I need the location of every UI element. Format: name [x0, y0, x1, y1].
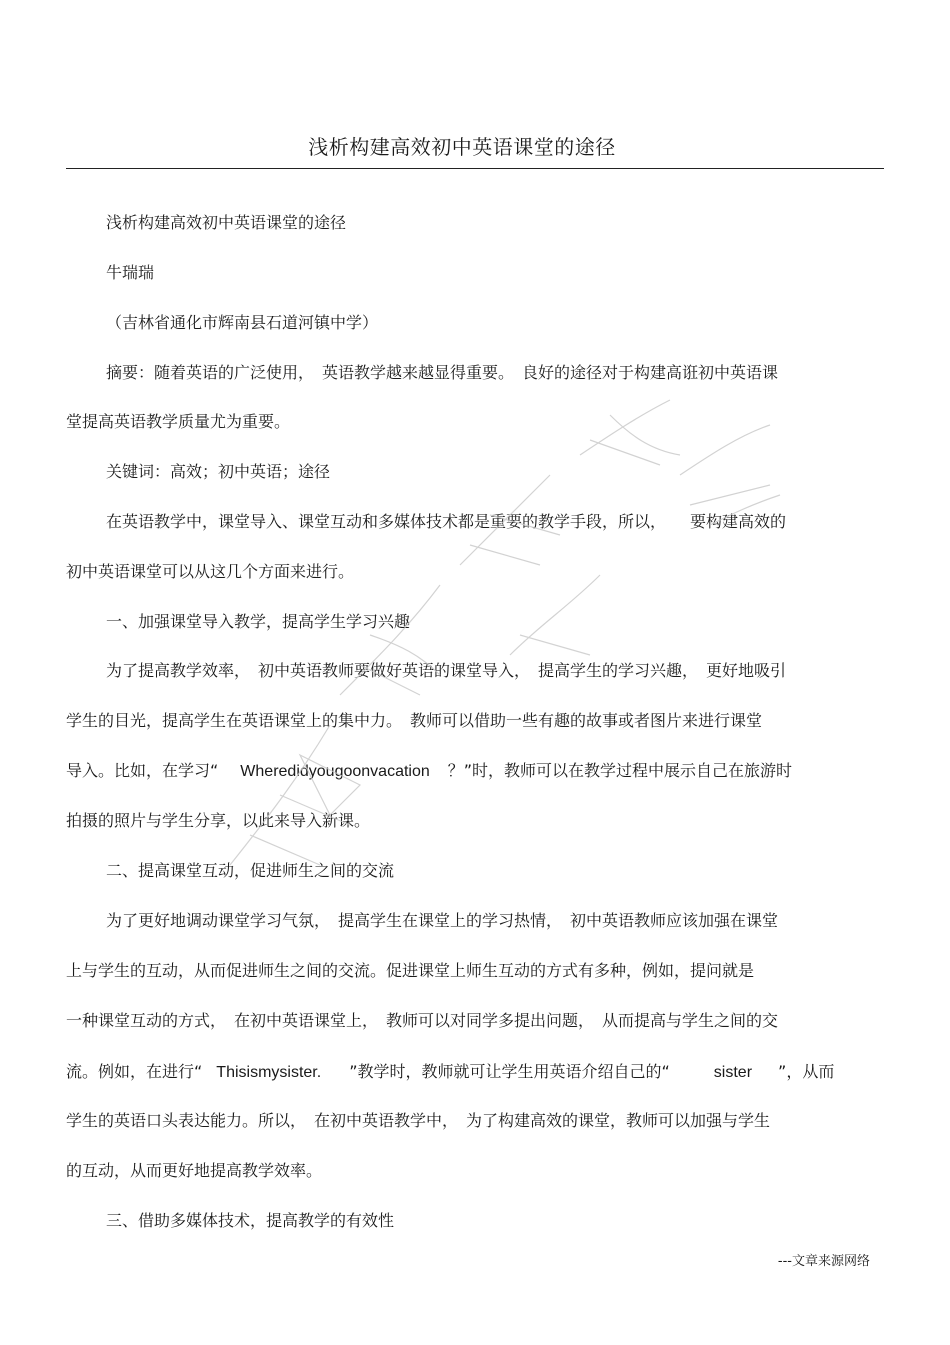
- section-2-line-4-start: 流。例如，在进行“: [66, 1062, 203, 1081]
- section-1-line-2: 学生的目光，提高学生在英语课堂上的集中力。 教师可以借助一些有趣的故事或者图片来进行课堂: [66, 711, 763, 730]
- english-phrase-vacation: Wheredidyougoonvacation: [240, 763, 430, 780]
- abstract-line-1: 摘要：随着英语的广泛使用， 英语教学越来越显得重要。 良好的途径对于构建高诳初中英语课: [106, 363, 779, 382]
- section-3-heading: 三、借助多媒体技术，提高教学的有效性: [106, 1211, 395, 1230]
- english-word-sister: sister: [713, 1064, 753, 1081]
- author-name: 牛瑞瑞: [106, 263, 155, 282]
- section-1-line-4: 拍摄的照片与学生分享，以此来导入新课。: [66, 811, 371, 830]
- section-2-line-3: 一种课堂互动的方式， 在初中英语课堂上， 教师可以对同学多提出问题， 从而提高与学生之间的交: [66, 1011, 779, 1030]
- article-heading: 浅析构建高效初中英语课堂的途径: [106, 213, 347, 232]
- title-divider: [66, 168, 884, 169]
- section-2-line-4-middle: ”教学时，教师就可让学生用英语介绍自己的“: [349, 1062, 670, 1081]
- english-phrase-sister-sentence: Thisismysister.: [216, 1064, 322, 1081]
- section-1-line-3-end: ？”时，教师可以在教学过程中展示自己在旅游时: [447, 761, 793, 780]
- section-1-line-1: 为了提高教学效率， 初中英语教师要做好英语的课堂导入， 提高学生的学习兴趣， 更好地吸引: [106, 661, 787, 680]
- document-title: 浅析构建高效初中英语课堂的途径: [308, 135, 616, 159]
- keywords: 关键词：高效；初中英语；途径: [106, 462, 331, 481]
- section-2-line-4-end: ”，从而: [778, 1062, 835, 1081]
- section-2-line-1: 为了更好地调动课堂学习气氛， 提高学生在课堂上的学习热情， 初中英语教师应该加强在课堂: [106, 911, 779, 930]
- section-1-line-3-start: 导入。比如，在学习“: [66, 761, 219, 780]
- section-2-heading: 二、提高课堂互动，促进师生之间的交流: [106, 861, 395, 880]
- source-footer: ---文章来源网络: [777, 1254, 870, 1269]
- abstract-line-2: 堂提高英语教学质量尤为重要。: [66, 412, 291, 431]
- section-2-line-5: 学生的英语口头表达能力。所以， 在初中英语教学中， 为了构建高效的课堂，教师可以加强与学生: [66, 1111, 771, 1130]
- section-2-line-2: 上与学生的互动，从而促进师生之间的交流。促进课堂上师生互动的方式有多种，例如，提问就是: [66, 961, 755, 980]
- section-2-line-4: [66, 1061, 834, 1084]
- section-1-line-3: [66, 760, 792, 783]
- intro-line-1: 在英语教学中，课堂导入、课堂互动和多媒体技术都是重要的教学手段，所以， 要构建高效的: [106, 512, 787, 531]
- section-2-line-6: 的互动，从而更好地提高教学效率。: [66, 1161, 323, 1180]
- author-affiliation: （吉林省通化市辉南县石道河镇中学）: [106, 313, 379, 332]
- intro-line-2: 初中英语课堂可以从这几个方面来进行。: [66, 562, 355, 581]
- section-1-heading: 一、加强课堂导入教学，提高学生学习兴趣: [106, 612, 411, 631]
